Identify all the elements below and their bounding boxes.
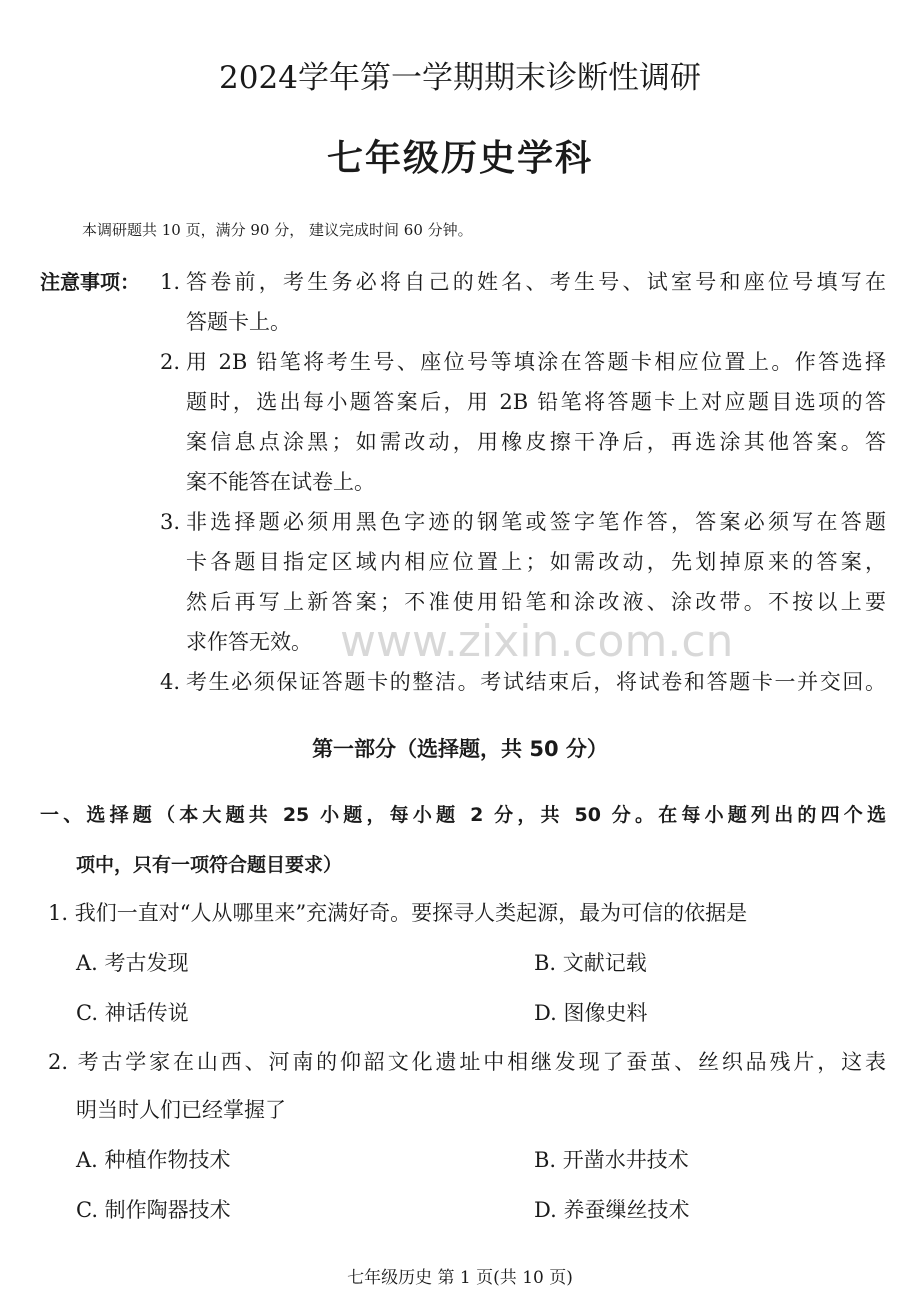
option-d: D. 养蚕缫丝技术 [534, 1198, 690, 1222]
notes-label: 注意事项： [40, 270, 140, 294]
note-line: 卡各题目指定区域内相应位置上；如需改动，先划掉原来的答案， [186, 550, 886, 574]
note-num: 2. [160, 350, 181, 374]
note-line: 案不能答在试卷上。 [186, 470, 375, 494]
option-a: A. 种植作物技术 [76, 1148, 231, 1172]
subject-title: 七年级历史学科 [326, 137, 593, 179]
question-text: 2. 考古学家在山西、河南的仰韶文化遗址中相继发现了蚕茧、丝织品残片，这表 [48, 1050, 886, 1074]
part-heading: 第一部分（选择题，共 50 分） [312, 737, 608, 761]
note-num: 4. [160, 670, 181, 694]
option-b: B. 文献记载 [534, 951, 647, 975]
section-heading: 一、选择题（本大题共 25 小题，每小题 2 分，共 50 分。在每小题列出的四个选 [40, 804, 886, 826]
exam-title: 2024学年第一学期期末诊断性调研 [219, 60, 701, 96]
note-line: 非选择题必须用黑色字迹的钢笔或签字笔作答，答案必须写在答题 [186, 510, 886, 534]
option-c: C. 神话传说 [76, 1001, 189, 1025]
note-line: 答题卡上。 [186, 310, 291, 334]
note-line: 考生必须保证答题卡的整洁。考试结束后，将试卷和答题卡一并交回。 [186, 670, 886, 694]
option-b: B. 开凿水井技术 [534, 1148, 689, 1172]
exam-info: 本调研题共 10 页，满分 90 分， 建议完成时间 60 分钟。 [82, 221, 473, 239]
watermark: www.zixin.com.cn [340, 616, 734, 667]
option-d: D. 图像史料 [534, 1001, 648, 1025]
note-line: 求作答无效。 [186, 630, 312, 654]
option-c: C. 制作陶器技术 [76, 1198, 231, 1222]
note-num: 3. [160, 510, 181, 534]
question-text: 1. 我们一直对“人从哪里来”充满好奇。要探寻人类起源，最为可信的依据是 [48, 901, 748, 925]
note-line: 答卷前，考生务必将自己的姓名、考生号、试室号和座位号填写在 [186, 270, 886, 294]
note-line: 案信息点涂黑；如需改动，用橡皮擦干净后，再选涂其他答案。答 [186, 430, 886, 454]
note-line: 题时，选出每小题答案后，用 2B 铅笔将答题卡上对应题目选项的答 [186, 390, 886, 414]
note-line: 然后再写上新答案；不准使用铅笔和涂改液、涂改带。不按以上要 [186, 590, 886, 614]
question-text-cont: 明当时人们已经掌握了 [76, 1098, 286, 1122]
option-a: A. 考古发现 [76, 951, 189, 975]
page-footer: 七年级历史 第 1 页(共 10 页) [347, 1268, 573, 1288]
note-line: 用 2B 铅笔将考生号、座位号等填涂在答题卡相应位置上。作答选择 [186, 350, 886, 374]
note-num: 1. [160, 270, 181, 294]
section-heading-cont: 项中，只有一项符合题目要求） [76, 854, 343, 876]
